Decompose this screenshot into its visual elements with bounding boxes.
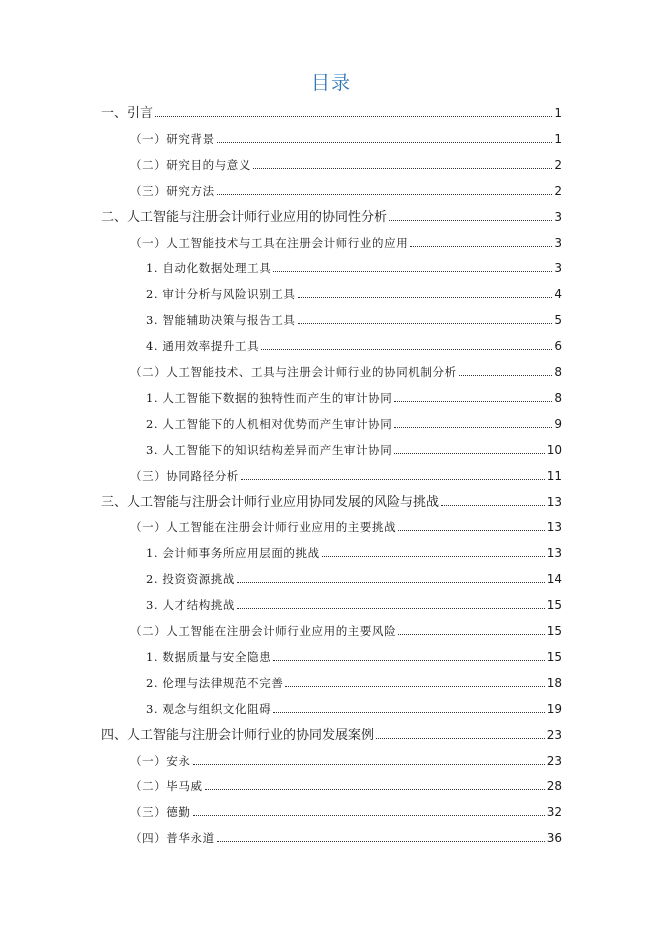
toc-dot-leader: [398, 634, 545, 635]
toc-entry[interactable]: [146, 543, 562, 563]
toc-entry[interactable]: [130, 776, 562, 796]
toc-dot-leader: [237, 608, 545, 609]
toc-page-number: 11: [546, 468, 562, 483]
toc-entry-label: （一）人工智能技术与工具在注册会计师行业的应用: [130, 235, 409, 250]
toc-entry-label: （三）研究方法: [130, 183, 215, 198]
toc-dot-leader: [205, 789, 545, 790]
toc-dot-leader: [261, 349, 552, 350]
toc-entry-label: 2. 投资资源挑战: [146, 572, 236, 587]
toc-dot-leader: [298, 297, 553, 298]
toc-entry[interactable]: [130, 621, 562, 641]
toc-entry[interactable]: [130, 517, 562, 537]
toc-entry-label: （一）研究背景: [130, 131, 215, 146]
toc-entry-label: （二）人工智能技术、工具与注册会计师行业的协同机制分析: [130, 365, 457, 379]
toc-entry-label: （二）毕马威: [130, 779, 203, 794]
toc-entry[interactable]: [146, 414, 562, 434]
toc-page-number: 28: [546, 779, 562, 794]
toc-entry[interactable]: [146, 388, 562, 408]
toc-page-number: 4: [554, 287, 562, 302]
toc-entry[interactable]: [101, 103, 562, 123]
toc-page-number: 3: [554, 209, 562, 224]
toc-page-number: 3: [554, 235, 562, 250]
toc-page-number: 19: [546, 701, 562, 716]
toc-page-number: 2: [554, 157, 562, 172]
toc-entry-label: 3. 人才结构挑战: [146, 598, 236, 613]
toc-entry[interactable]: [146, 673, 562, 693]
toc-entry[interactable]: [101, 725, 562, 745]
toc-page-number: 23: [546, 753, 562, 768]
toc-page-number: 15: [546, 624, 562, 638]
toc-dot-leader: [193, 815, 545, 816]
toc-page-number: 13: [546, 546, 562, 561]
toc-page-number: 6: [554, 339, 562, 354]
toc-page-number: 1: [554, 131, 562, 146]
toc-entry-label: 4. 通用效率提升工具: [146, 339, 260, 354]
toc-page-number: 23: [546, 727, 562, 742]
toc-dot-leader: [459, 375, 553, 376]
toc-entry[interactable]: [130, 362, 562, 382]
toc-entry-label: 二、人工智能与注册会计师行业应用的协同性分析: [101, 209, 388, 225]
toc-entry[interactable]: [130, 233, 562, 253]
toc-dot-leader: [217, 194, 553, 195]
toc-entry[interactable]: [130, 129, 562, 149]
toc-entry-label: 1. 数据质量与安全隐患: [146, 649, 272, 664]
toc-entry[interactable]: [130, 466, 562, 486]
toc-entry[interactable]: [130, 751, 562, 771]
toc-entry[interactable]: [101, 207, 562, 227]
toc-entry-label: 3. 智能辅助决策与报告工具: [146, 313, 296, 328]
toc-dot-leader: [253, 168, 552, 169]
toc-page-number: 10: [546, 442, 562, 457]
toc-page-number: 15: [546, 598, 562, 613]
toc-entry[interactable]: [146, 310, 562, 330]
toc-dot-leader: [273, 271, 552, 272]
toc-entry-label: （一）人工智能在注册会计师行业应用的主要挑战: [130, 520, 397, 535]
toc-entry[interactable]: [146, 699, 562, 719]
toc-entry[interactable]: [146, 284, 562, 304]
toc-page-number: 9: [554, 416, 562, 431]
toc-page-number: 1: [554, 106, 562, 120]
toc-entry[interactable]: [146, 595, 562, 615]
toc-page-number: 13: [546, 520, 562, 535]
toc-page-number: 14: [546, 572, 562, 587]
toc-dot-leader: [273, 712, 544, 713]
toc-dot-leader: [155, 116, 552, 117]
toc-entry[interactable]: [130, 155, 562, 175]
toc-entry[interactable]: [146, 440, 562, 460]
toc-dot-leader: [193, 764, 545, 765]
toc-entry[interactable]: [130, 802, 562, 822]
toc-dot-leader: [394, 401, 552, 402]
toc-entry-label: 2. 伦理与法律规范不完善: [146, 675, 284, 690]
toc-entry-label: 1. 人工智能下数据的独特性而产生的审计协同: [146, 390, 393, 405]
toc-entry-label: （二）研究目的与意义: [130, 157, 251, 172]
toc-page-number: 18: [546, 675, 562, 690]
toc-dot-leader: [410, 246, 552, 247]
toc-dot-leader: [298, 323, 553, 324]
toc-entry[interactable]: [146, 569, 562, 589]
toc-page-number: 3: [554, 261, 562, 276]
toc-dot-leader: [394, 453, 544, 454]
toc-entry-label: 2. 审计分析与风险识别工具: [146, 287, 296, 302]
toc-entry[interactable]: [130, 181, 562, 201]
toc-entry[interactable]: [146, 336, 562, 356]
toc-dot-leader: [273, 660, 544, 661]
toc-dot-leader: [217, 142, 553, 143]
toc-entry-label: （四）普华永道: [130, 831, 215, 846]
toc-dot-leader: [217, 841, 545, 842]
toc-entry[interactable]: [130, 828, 562, 848]
toc-page-number: 36: [546, 831, 562, 846]
toc-dot-leader: [398, 530, 545, 531]
toc-page-number: 2: [554, 183, 562, 198]
toc-dot-leader: [237, 582, 545, 583]
toc-dot-leader: [394, 427, 552, 428]
toc-page-number: 8: [554, 365, 562, 379]
toc-entry-label: 3. 人工智能下的知识结构差异而产生审计协同: [146, 442, 393, 457]
toc-dot-leader: [322, 556, 545, 557]
toc-entry[interactable]: [146, 647, 562, 667]
toc-entry-label: （三）德勤: [130, 805, 191, 820]
toc-dot-leader: [441, 505, 545, 506]
toc-entry-label: 3. 观念与组织文化阻碍: [146, 701, 272, 716]
toc-entry-label: 一、引言: [101, 106, 154, 121]
toc-entry-label: （二）人工智能在注册会计师行业应用的主要风险: [130, 624, 397, 638]
toc-entry-label: 三、人工智能与注册会计师行业应用协同发展的风险与挑战: [101, 494, 440, 510]
toc-page-number: 13: [546, 494, 562, 509]
toc-dot-leader: [241, 479, 545, 480]
toc-entry[interactable]: [101, 492, 562, 512]
toc-page-number: 32: [546, 805, 562, 820]
toc-dot-leader: [376, 738, 545, 739]
toc-entry-label: （一）安永: [130, 753, 191, 768]
toc-page-number: 8: [554, 390, 562, 405]
toc-dot-leader: [285, 686, 544, 687]
toc-entry[interactable]: [146, 258, 562, 278]
toc-page-number: 5: [554, 313, 562, 328]
toc-page-number: 15: [546, 649, 562, 664]
toc-dot-leader: [389, 220, 552, 221]
toc-entry-label: 四、人工智能与注册会计师行业的协同发展案例: [101, 727, 375, 743]
toc-entry-label: 1. 自动化数据处理工具: [146, 261, 272, 276]
toc-entry-label: 1. 会计师事务所应用层面的挑战: [146, 546, 320, 561]
toc-entry-label: （三）协同路径分析: [130, 468, 239, 483]
toc-entry-label: 2. 人工智能下的人机相对优势而产生审计协同: [146, 416, 393, 431]
toc-title: 目录: [310, 72, 351, 94]
